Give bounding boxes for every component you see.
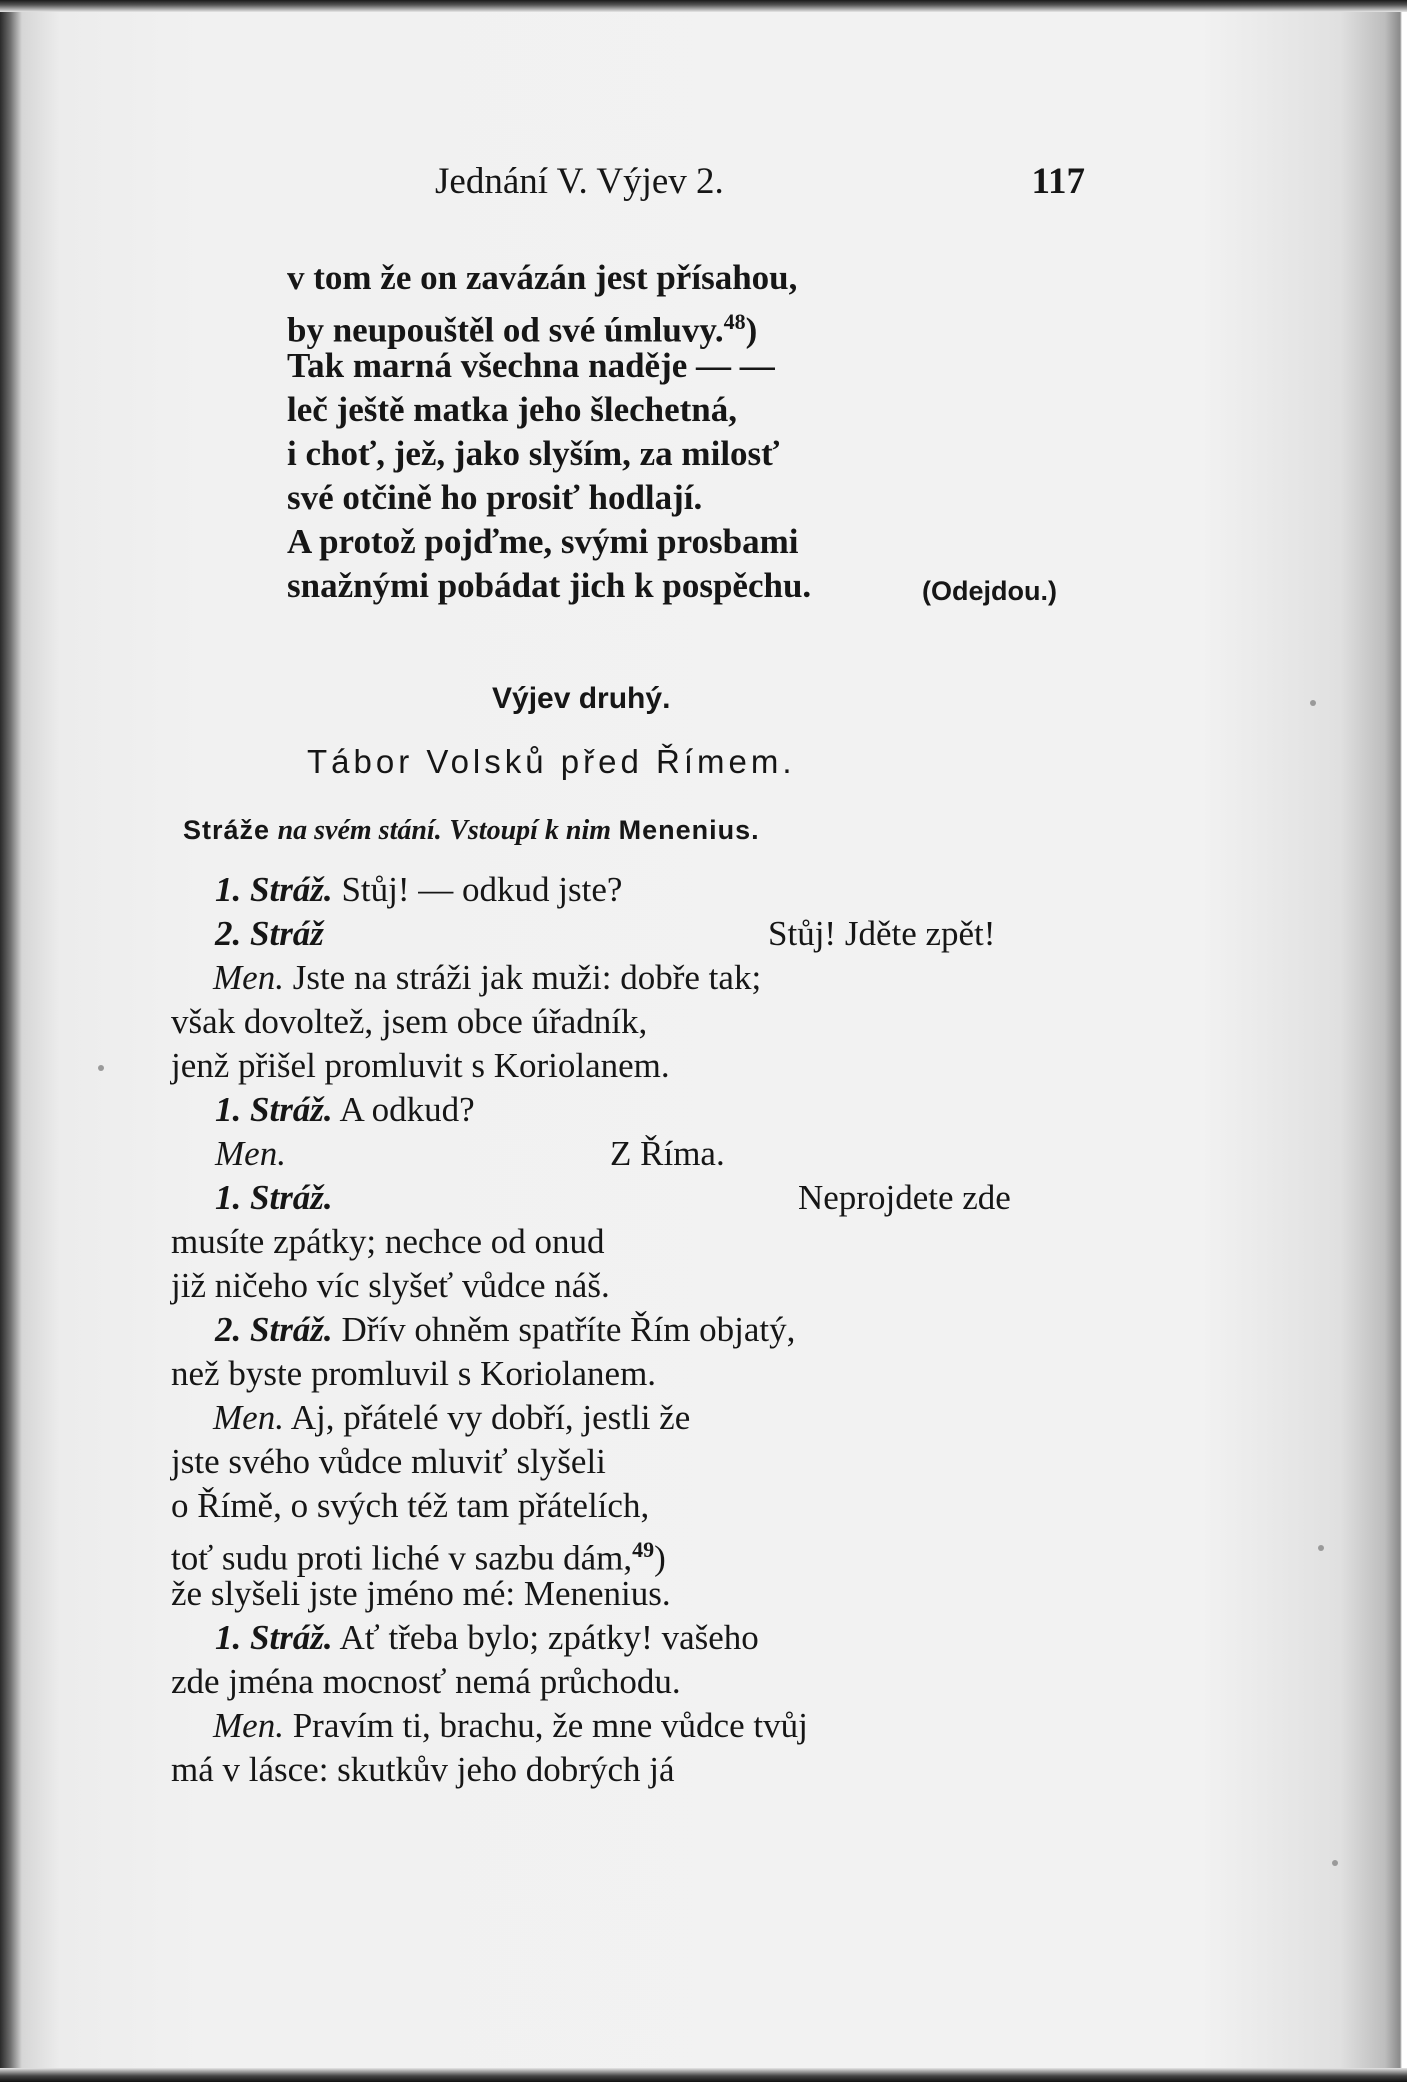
dialogue-line: jste svého vůdce mluviť slyšeli (171, 1442, 606, 1481)
dialogue-line: Neprojdete zde (798, 1178, 1011, 1217)
dialogue-line: Men. Pravím ti, brachu, že mne vůdce tvůj (213, 1706, 808, 1745)
dialogue-line: Stůj! Jděte zpět! (768, 914, 996, 953)
verse-line: by neupouštěl od své úmluvy.$^{48}$) (287, 309, 758, 350)
footnote-mark: 48 (723, 309, 746, 334)
dialogue-line: než byste promluvil s Koriolanem. (171, 1354, 657, 1393)
verse-line: Tak marná všechna naděje — — (287, 346, 775, 385)
speaker-label: Men. (213, 958, 284, 997)
verse-line: i choť, jež, jako slyším, za milosť (287, 434, 780, 473)
dialogue-line: již ničeho víc slyšeť vůdce náš. (171, 1266, 610, 1305)
speaker-label: 1. Stráž. (215, 1090, 333, 1129)
dialogue-line: Z Říma. (610, 1134, 725, 1173)
footnote-mark: 49 (632, 1537, 655, 1562)
verse-line: leč ještě matka jeho šlechetná, (287, 390, 738, 429)
scene-heading: Výjev druhý. (492, 682, 671, 715)
dialogue-line: 1. Stráž. Ať třeba bylo; zpátky! vašeho (215, 1618, 759, 1657)
dialogue-line: Men. Aj, přátelé vy dobří, jestli že (213, 1398, 691, 1437)
speaker-label: 1. Stráž. (215, 870, 333, 909)
verse-line: snažnými pobádat jich k pospěchu. (287, 566, 812, 605)
dialogue-line: 1. Stráž. Stůj! — odkud jste? (215, 870, 623, 909)
stage-direction-exit: (Odejdou.) (922, 576, 1057, 606)
speaker-label: Men. (213, 1398, 284, 1437)
speaker-label: Men. (213, 1706, 284, 1745)
scene-setting: Tábor Volsků před Římem. (307, 743, 796, 780)
dialogue-line: má v lásce: skutkův jeho dobrých já (171, 1750, 675, 1789)
scan-speck (1332, 1860, 1338, 1866)
scan-speck (1310, 700, 1316, 706)
dialogue-line (215, 1133, 286, 1175)
running-title: Jednání V. Výjev 2. (435, 161, 724, 202)
scan-bottom-edge (0, 2068, 1407, 2082)
dialogue-line: o Římě, o svých též tam přátelích, (171, 1486, 650, 1525)
dialogue-line: toť sudu proti liché v sazbu dám,$^{49}$) (171, 1537, 666, 1578)
verse-line: v tom že on zavázán jest přísahou, (287, 258, 798, 297)
scan-speck (1318, 1545, 1324, 1551)
speaker-label: Men. (215, 1134, 286, 1173)
speaker-label: 2. Stráž. (215, 1310, 333, 1349)
speaker-label: 1. Stráž. (215, 1178, 333, 1217)
page-number: 117 (1031, 161, 1085, 202)
dialogue-line: že slyšeli jste jméno mé: Menenius. (171, 1574, 671, 1613)
page-header (435, 160, 1085, 204)
scene-direction: Stráže na svém stání. Vstoupí k nim Menenius. (183, 815, 760, 846)
dialogue-line: 1. Stráž. A odkud? (215, 1090, 475, 1129)
verse-line: své otčině ho prosiť hodlají. (287, 478, 703, 517)
dialogue-line: Men. Jste na stráži jak muži: dobře tak; (213, 958, 762, 997)
speaker-label: 2. Stráž (215, 914, 324, 953)
scan-speck (98, 1065, 104, 1071)
dialogue-line: však dovoltež, jsem obce úřadník, (171, 1002, 648, 1041)
dialogue-line: zde jména mocnosť nemá průchodu. (171, 1662, 681, 1701)
dialogue-line (215, 913, 324, 955)
dialogue-line (215, 1177, 333, 1219)
dialogue-line: 2. Stráž. Dřív ohněm spatříte Řím objatý, (215, 1310, 796, 1349)
dialogue-line: jenž přišel promluvit s Koriolanem. (171, 1046, 670, 1085)
verse-line: A protož pojďme, svými prosbami (287, 522, 799, 561)
speaker-label: 1. Stráž. (215, 1618, 333, 1657)
scan-top-edge (0, 0, 1407, 12)
dialogue-line: musíte zpátky; nechce od onud (171, 1222, 605, 1261)
